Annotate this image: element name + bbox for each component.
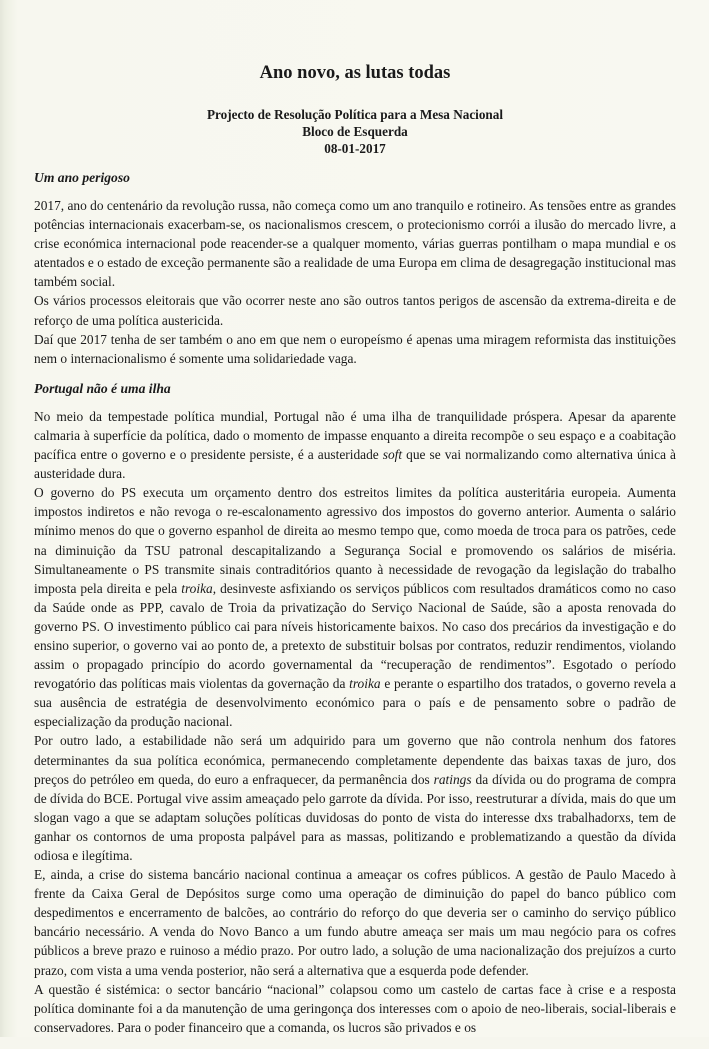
paragraph: 2017, ano do centenário da revolução russa, não começa como um ano tranquilo e rotineiro. As tensões entre as grandes potências internacionais exacerbam-se, os nacionalismos crescem, o protecionismo corrói a ilusão do mercado livre, a crise económica internacional pode reacender-se a qualquer momento, várias guerras pontilham o mapa mundial e os atentados e o estado de exceção permanente são a realidade de uma Europa em clima de desagregação institucional mas também social. <box>34 198 676 290</box>
text-run: e perante o espartilho dos tratados, o governo revela a sua ausência de estratégia de desenvolvimento económico para o país e de pensamento sobre o padrão de especialização da produção nacional. <box>34 676 676 730</box>
text-run: , desinveste asfixiando os serviços públicos com resultados dramáticos como no caso da Saúde onde as PPP, cavalo de Troia da privatização do Serviço Nacional de Saúde, são a aposta renovada do governo PS. O investimento público cai para níveis historicamente baixos. No caso dos precários da investigação e do ensino superior, o governo vai ao ponto de, a pretexto de substituir bolsas por contratos, reduzir rendimentos, violando assim o propagado princípio do acordo governamental da “recuperação de rendimentos”. Esgotado o período revogatório das políticas mais violentas da governação da <box>34 580 676 692</box>
document-header-block <box>34 106 676 157</box>
text-run: A questão é sistémica: o sector bancário “nacional” colapsou como um castelo de cartas face à crise e a resposta política dominante foi a da manutenção de uma geringonça dos interesses com o apoio de neo-liberais, social-liberais e conservadores. Para o poder financeiro que a comanda, os lucros são privados e os <box>34 981 676 1035</box>
paragraph <box>34 865 676 980</box>
document-content <box>34 62 676 1037</box>
document-organization: Bloco de Esquerda <box>302 124 408 139</box>
document-title: Ano novo, as lutas todas <box>259 63 451 83</box>
paragraph <box>34 980 676 1037</box>
document-subtitle: Projecto de Resolução Política para a Mesa Nacional <box>206 107 504 122</box>
text-run: O governo do PS executa um orçamento dentro dos estreitos limites da política austeritária europeia. Aumenta impostos indiretos e não revoga o re-escalonamento agressivo dos impostos do governo anterior. Aumenta o salário mínimo menos do que o governo espanhol de direita ao mesmo tempo que, como moeda de troca para os patrões, cede na diminuição da TSU patronal descapitalizando a Segurança Social e promovendo os salários de miséria. Simultaneamente o PS transmite sinais contraditórios quanto à necessidade de revogação da legislação do trabalho imposta pela direita e pela <box>34 485 676 596</box>
italic-term: soft <box>382 447 403 463</box>
paragraph <box>34 731 676 865</box>
italic-term: troika <box>349 676 381 692</box>
text-run: E, ainda, a crise do sistema bancário nacional continua a ameaçar os cofres públicos. A gestão de Paulo Macedo à frente da Caixa Geral de Depósitos surge como uma operação de diminuição do papel do banco público com despedimentos e encerramento de balcões, ao contrário do reforço do que deveria ser o caminho do serviço público bancário necessário. A venda do Novo Banco a um fundo abutre ameaça ser mais um mau negócio para os cofres públicos a breve prazo e ruinoso a médio prazo. Por outro lado, a solução de uma nacionalização dos prejuízos a curto prazo, com vista a uma venda posterior, não será a alternativa que a esquerda pode defender. <box>34 867 676 978</box>
document-date: 08-01-2017 <box>324 141 386 156</box>
section-heading-portugal-nao-e-uma-ilha: Portugal não é uma ilha <box>34 380 171 396</box>
text-run: da dívida ou do programa de compra de dívida do BCE. Portugal vive assim ameaçado pelo garrote da dívida. Por isso, reestruturar a dívida, mais do que um slogan vago a que se adaptam soluções políticas duvidosas do ponto de vista do interesse dxs trabalhadorxs, tem de ganhar os contornos de uma proposta palpável para as massas, politizando e problematizando a questão da dívida odiosa e ilegítima. <box>34 771 676 863</box>
paragraph <box>34 483 676 731</box>
italic-term: ratings <box>433 771 472 787</box>
text-run: Por outro lado, a estabilidade não será um adquirido para um governo que não controla nenhum dos fatores determinantes da sua política económica, permanecendo completamente dependente das baixas taxas de juro, dos preços do petróleo em queda, do euro a enfraquecer, da permanência dos <box>34 733 676 787</box>
paragraph: Daí que 2017 tenha de ser também o ano em que nem o europeísmo é apenas uma miragem reformista das instituições nem o internacionalismo é somente uma solidariedade vaga. <box>34 331 676 366</box>
paragraph: Os vários processos eleitorais que vão ocorrer neste ano são outros tantos perigos de ascensão da extrema-direita e de reforço de uma política austericida. <box>34 293 676 328</box>
text-run: que se vai normalizando como alternativa única à austeridade dura. <box>34 447 676 482</box>
italic-term: troika <box>181 580 213 596</box>
paragraph <box>34 407 676 483</box>
section-heading-um-ano-perigoso: Um ano perigoso <box>34 170 130 185</box>
section-body-um-ano-perigoso <box>34 196 676 368</box>
section-body-portugal-nao-e-uma-ilha <box>34 407 676 1037</box>
text-run: No meio da tempestade política mundial, Portugal não é uma ilha de tranquilidade próspera. Apesar da aparente calmaria à superfície da política, dado o momento de impasse enquanto a direita recompõe o seu espaço e a coabitação pacífica entre o governo e o presidente persiste, é a austeridade <box>34 408 676 463</box>
